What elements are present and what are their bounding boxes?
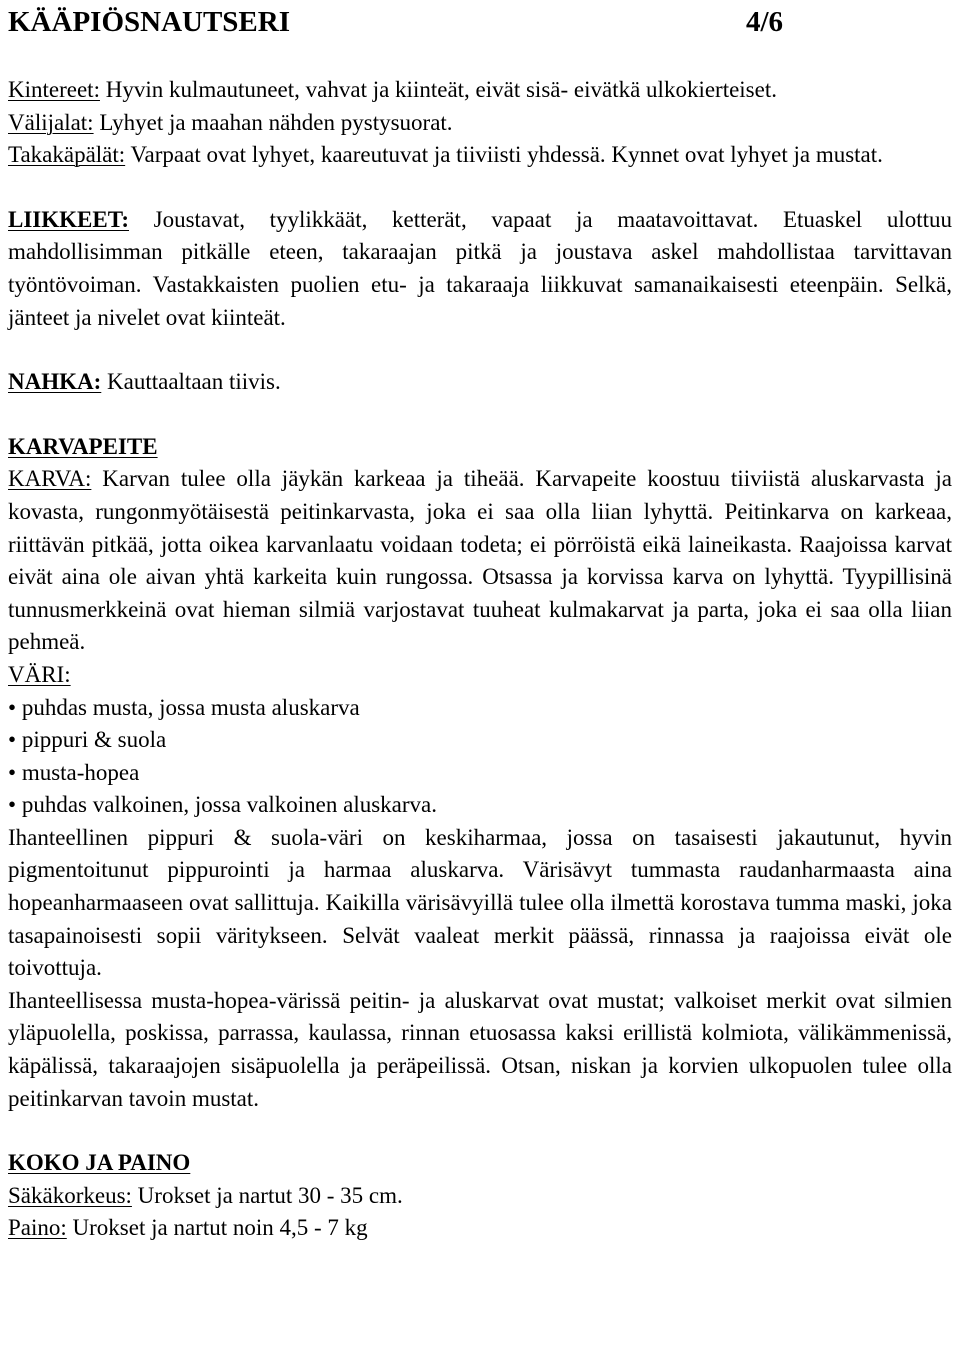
size-section (8, 1147, 952, 1245)
takakapalat-text: Varpaat ovat lyhyet, kaareutuvat ja tiiviisti yhdessä. Kynnet ovat lyhyet ja mustat. (125, 142, 883, 168)
hair-label: KARVA: (8, 466, 92, 492)
skin-paragraph (8, 366, 952, 399)
skin-text: Kauttaaltaan tiivis. (101, 369, 281, 395)
movement-section (8, 204, 952, 334)
kintereet-label: Kintereet: (8, 77, 100, 102)
hair-text: Karvan tulee olla jäykän karkeaa ja tiheää. Karvapeite koostuu tiiviistä aluskarvasta ja kovasta, rungonmyötäisestä peitinkarvasta, joka ei saa olla liian lyhyttä. Peitinkarva on karkeaa, riittävän pitkää, jotta oikea karvanlaatu voidaan todeta; ei pörröistä eikä laineikasta. Raajoissa karvat eivät aina ole aivan yhtä karkeita kuin rungossa. Otsassa ja korvissa karva on lyhyttä. Tyypillisinä tunnusmerkkeinä ovat hieman silmiä varjostavat tuuheat kulmakarvat ja parta, joka ei saa olla liian pehmeä. (8, 466, 952, 655)
takakapalat-label: Takakäpälät: (8, 142, 126, 168)
color-item: • puhdas valkoinen, jossa valkoinen aluskarva. (8, 789, 952, 822)
color-item: • puhdas musta, jossa musta aluskarva (8, 692, 952, 725)
valijalat-label: Välijalat: (8, 109, 94, 135)
page-number: 4/6 (746, 6, 784, 38)
kintereet-text: Hyvin kulmautuneet, vahvat ja kiinteät, eivät sisä- eivätkä ulkokierteiset. (99, 77, 777, 102)
size-heading: KOKO JA PAINO (8, 1150, 191, 1176)
skin-section (8, 366, 952, 399)
takakapalat-paragraph (8, 139, 952, 172)
weight-line (8, 1212, 952, 1245)
valijalat-line (8, 107, 952, 140)
color-label: VÄRI: (8, 661, 71, 687)
breed-title: KÄÄPIÖSNAUTSERI (8, 6, 290, 38)
color-item: • pippuri & suola (8, 724, 952, 757)
height-line (8, 1180, 952, 1213)
movement-text: Joustavat, tyylikkäät, ketterät, vapaat ja maatavoittavat. Etuaskel ulottuu mahdollisimman pitkälle eteen, takaraajan pitkä ja joustava askel mahdollistaa tarvittavan työntövoiman. Vastakkaisten puolien etu- ja takaraaja liikkuvat samanaikaisesti eteenpäin. Selkä, jänteet ja nivelet ovat kiinteät. (8, 206, 952, 330)
weight-label: Paino: (8, 1215, 67, 1241)
limbs-section (8, 74, 952, 172)
movement-paragraph (8, 204, 952, 334)
skin-label: NAHKA: (8, 369, 102, 395)
pepper-salt-paragraph: Ihanteellinen pippuri & suola-väri on keskiharmaa, jossa on tasaisesti jakautunut, hyvin pigmentoitunut pippurointi ja harmaa aluskarva. Värisävyt tummasta raudanharmaasta aina hopeanharmaaseen ovat sallittuja. Kaikilla värisävyillä tulee olla ilmettä korostava tumma maski, joka tasapainoisesti sopii väritykseen. Selvät vaaleat merkit päässä, rinnassa ja raajoissa eivät ole toivottuja. (8, 824, 952, 981)
kintereet-line (8, 74, 952, 107)
movement-label: LIIKKEET: (8, 206, 129, 232)
color-item: • musta-hopea (8, 757, 952, 790)
coat-section (8, 431, 952, 1115)
valijalat-text: Lyhyet ja maahan nähden pystysuorat. (93, 109, 453, 135)
hair-paragraph (8, 463, 952, 659)
height-label: Säkäkorkeus: (8, 1182, 132, 1208)
coat-heading: KARVAPEITE (8, 433, 158, 459)
weight-text: Urokset ja nartut noin 4,5 - 7 kg (66, 1215, 368, 1241)
color-list (8, 692, 952, 822)
black-silver-paragraph: Ihanteellisessa musta-hopea-värissä peitin- ja aluskarvat ovat mustat; valkoiset merkit ovat silmien yläpuolella, poskissa, parrassa, kaulassa, rinnan etuosassa kaksi erillistä kolmiota, välikämmenissä, käpälissä, takaraajojen sisäpuolella ja peräpeilissä. Otsan, niskan ja korvien ulkopuolen tulee olla peitinkarvan tavoin mustat. (8, 987, 952, 1111)
page-header (8, 2, 952, 42)
height-text: Urokset ja nartut 30 - 35 cm. (131, 1182, 403, 1208)
